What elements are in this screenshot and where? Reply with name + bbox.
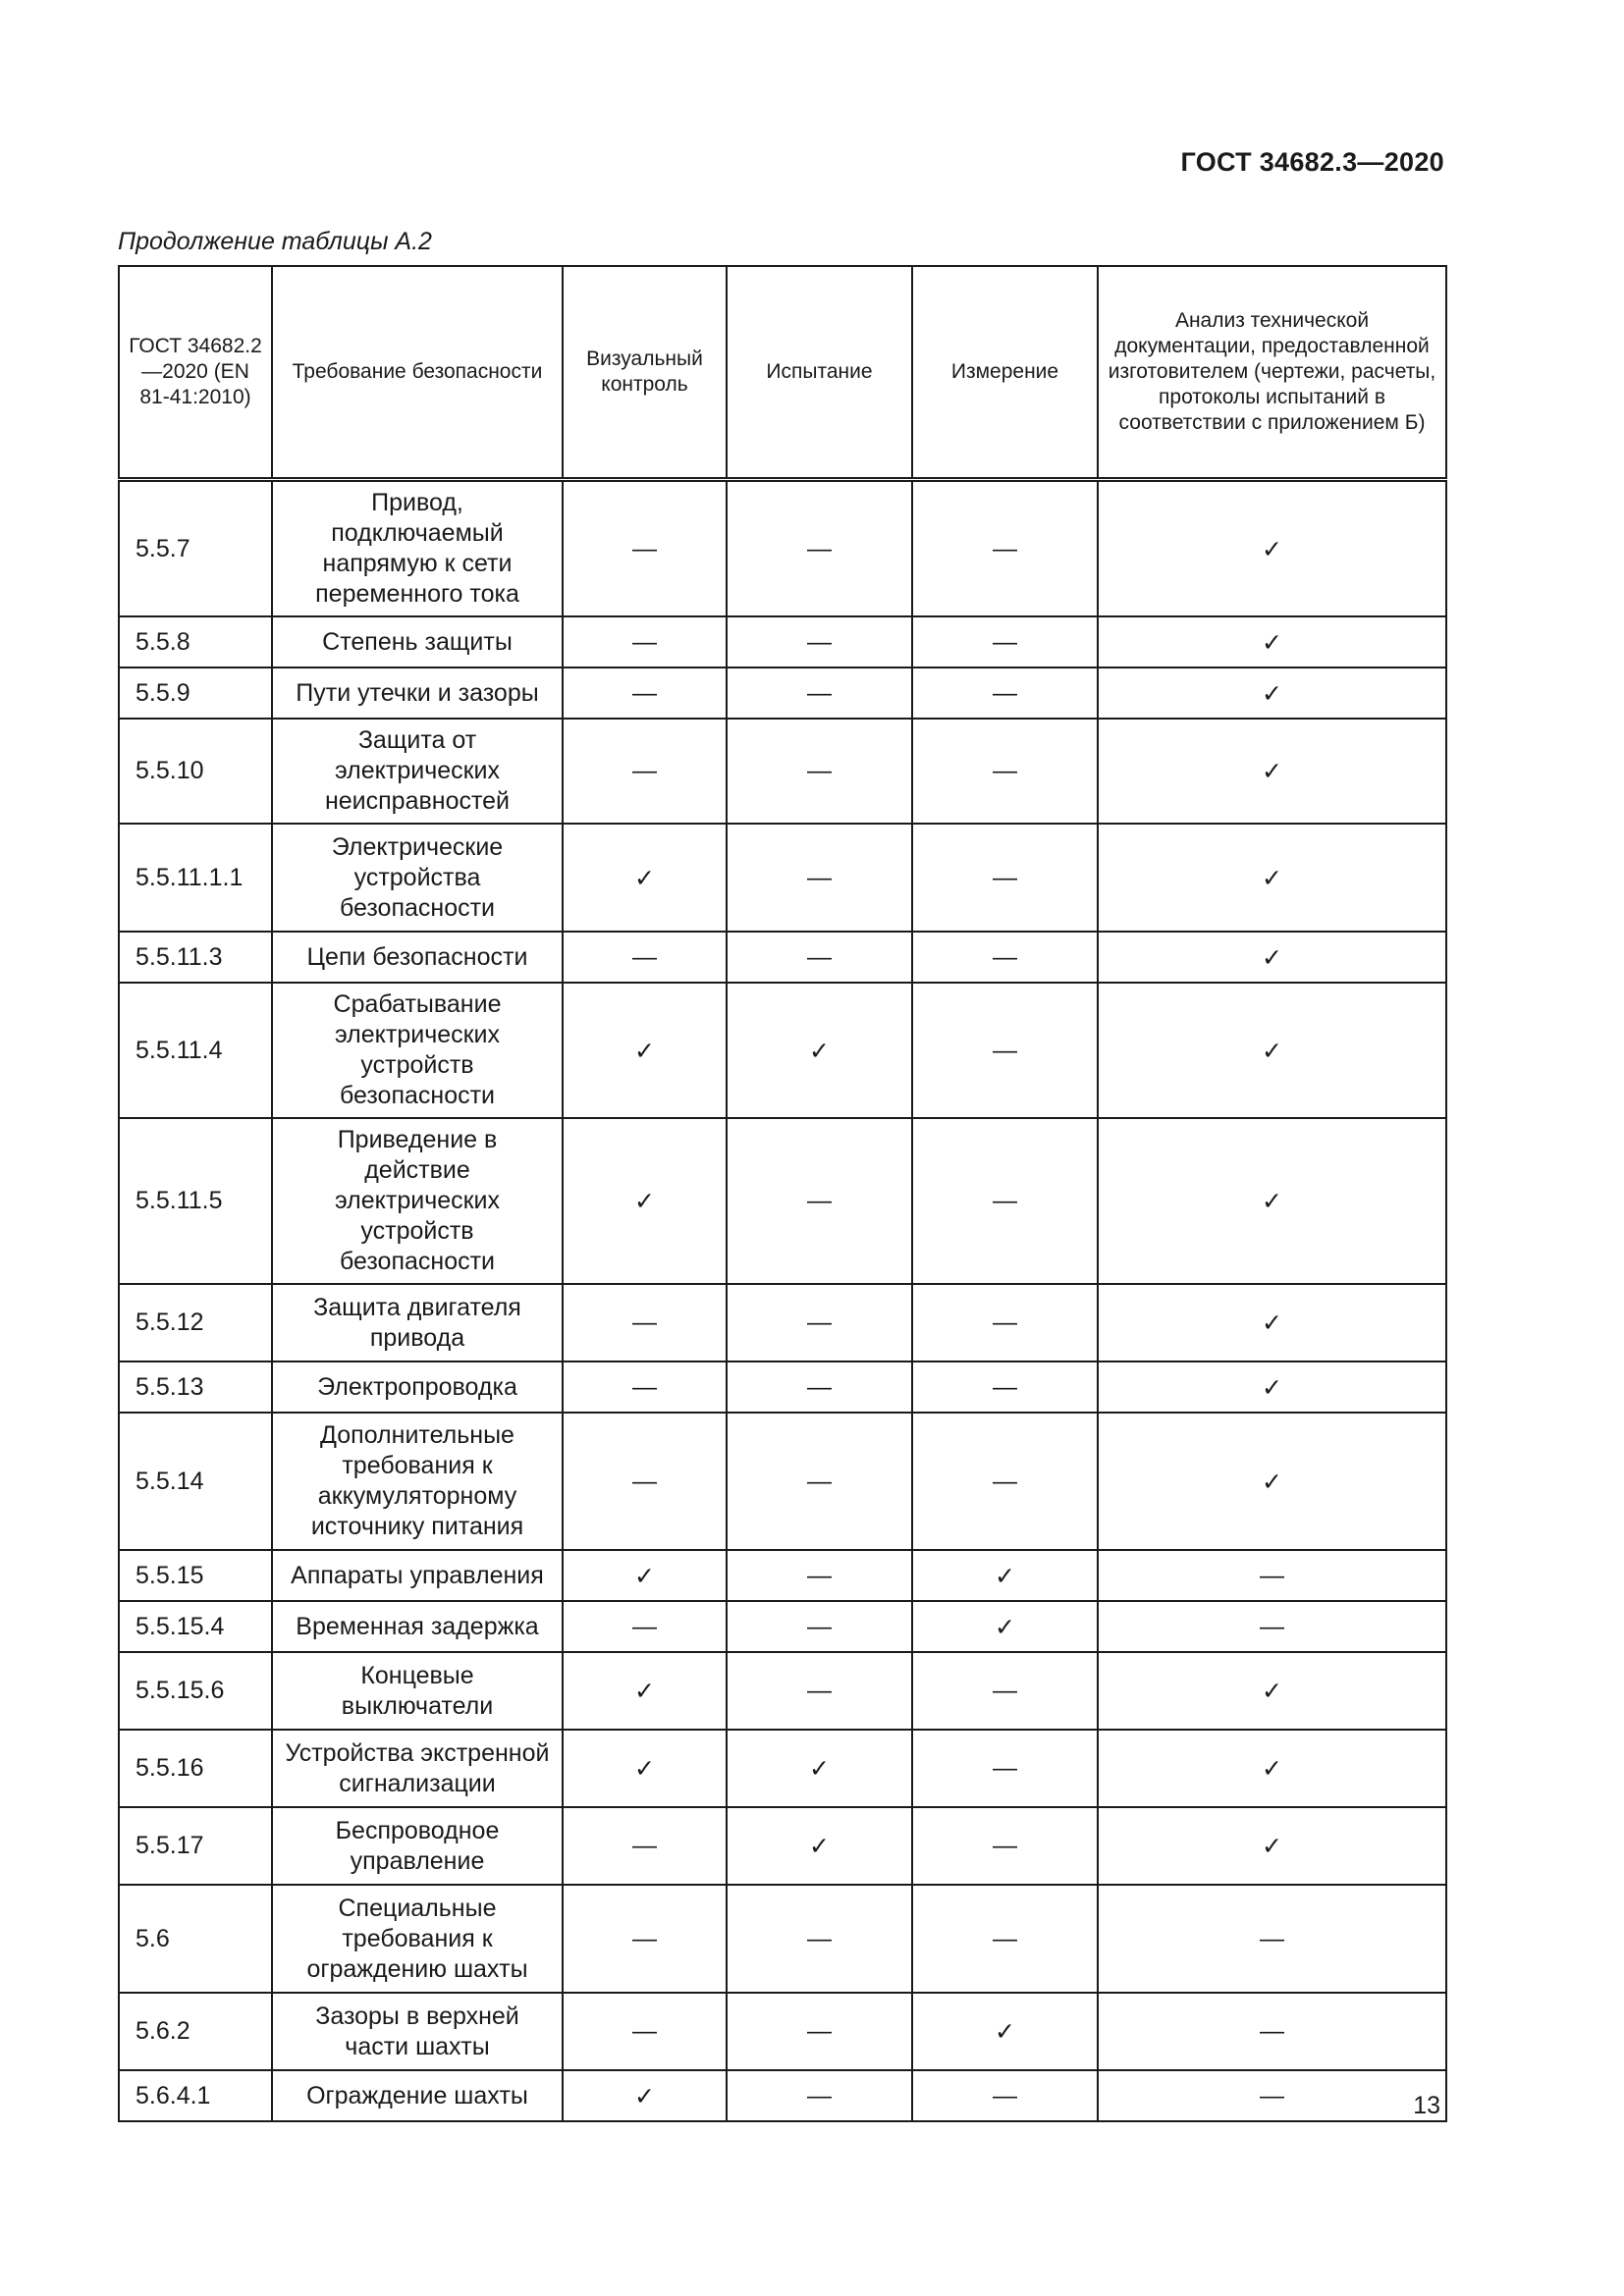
visual-inspection-mark: ✓: [563, 1550, 727, 1601]
clause-cell: 5.5.8: [119, 616, 272, 667]
table-header-row: [119, 266, 1446, 480]
clause-cell: 5.5.15.4: [119, 1601, 272, 1652]
visual-inspection-mark: —: [563, 1284, 727, 1362]
table-row: [119, 1362, 1446, 1413]
table-row: [119, 2070, 1446, 2121]
documentation-analysis-mark: ✓: [1098, 983, 1446, 1118]
clause-cell: 5.5.11.3: [119, 932, 272, 983]
requirement-cell: Электропроводка: [272, 1362, 563, 1413]
visual-inspection-mark: ✓: [563, 983, 727, 1118]
requirement-cell: Срабатывание электрических устройств безопасности: [272, 983, 563, 1118]
visual-inspection-mark: —: [563, 932, 727, 983]
column-header-test: Испытание: [727, 266, 912, 480]
requirement-cell: Защита двигателя привода: [272, 1284, 563, 1362]
requirement-cell: Дополнительные требования к аккумуляторному источнику питания: [272, 1413, 563, 1550]
visual-inspection-mark: ✓: [563, 2070, 727, 2121]
clause-cell: 5.5.11.1.1: [119, 824, 272, 932]
test-mark: ✓: [727, 1807, 912, 1885]
visual-inspection-mark: —: [563, 1807, 727, 1885]
clause-cell: 5.5.10: [119, 719, 272, 824]
visual-inspection-mark: —: [563, 480, 727, 617]
visual-inspection-mark: —: [563, 1362, 727, 1413]
requirement-cell: Электрические устройства безопасности: [272, 824, 563, 932]
table-row: [119, 1601, 1446, 1652]
column-header-documentation-analysis: Анализ технической документации, предоставленной изготовителем (чертежи, расчеты, протоколы испытаний в соответствии с приложением Б): [1098, 266, 1446, 480]
measurement-mark: —: [912, 719, 1098, 824]
requirement-cell: Пути утечки и зазоры: [272, 667, 563, 719]
documentation-analysis-mark: —: [1098, 1550, 1446, 1601]
column-header-visual-inspection: Визуальный контроль: [563, 266, 727, 480]
documentation-analysis-mark: ✓: [1098, 1807, 1446, 1885]
column-header-safety-requirement: Требование безопасности: [272, 266, 563, 480]
measurement-mark: —: [912, 1885, 1098, 1993]
measurement-mark: ✓: [912, 1601, 1098, 1652]
clause-cell: 5.5.11.5: [119, 1118, 272, 1284]
test-mark: —: [727, 1885, 912, 1993]
table-row: [119, 1807, 1446, 1885]
table-row: [119, 1118, 1446, 1284]
table-row: [119, 1730, 1446, 1807]
clause-cell: 5.5.9: [119, 667, 272, 719]
test-mark: ✓: [727, 1730, 912, 1807]
measurement-mark: —: [912, 1284, 1098, 1362]
table-row: [119, 1550, 1446, 1601]
requirement-cell: Зазоры в верхней части шахты: [272, 1993, 563, 2070]
clause-cell: 5.5.13: [119, 1362, 272, 1413]
test-mark: —: [727, 667, 912, 719]
document-code: ГОСТ 34682.3—2020: [1180, 147, 1444, 177]
measurement-mark: —: [912, 2070, 1098, 2121]
table-row: [119, 1652, 1446, 1730]
table-row: [119, 1284, 1446, 1362]
requirement-cell: Временная задержка: [272, 1601, 563, 1652]
measurement-mark: —: [912, 1118, 1098, 1284]
measurement-mark: —: [912, 480, 1098, 617]
requirements-table: [118, 265, 1447, 2122]
test-mark: —: [727, 1652, 912, 1730]
documentation-analysis-mark: ✓: [1098, 824, 1446, 932]
requirement-cell: Приведение в действие электрических устройств безопасности: [272, 1118, 563, 1284]
visual-inspection-mark: —: [563, 1885, 727, 1993]
visual-inspection-mark: —: [563, 1601, 727, 1652]
clause-cell: 5.6.2: [119, 1993, 272, 2070]
clause-cell: 5.6.4.1: [119, 2070, 272, 2121]
measurement-mark: —: [912, 983, 1098, 1118]
requirement-cell: Устройства экстренной сигнализации: [272, 1730, 563, 1807]
table-row: [119, 932, 1446, 983]
test-mark: —: [727, 932, 912, 983]
clause-cell: 5.5.17: [119, 1807, 272, 1885]
visual-inspection-mark: —: [563, 616, 727, 667]
documentation-analysis-mark: ✓: [1098, 1413, 1446, 1550]
documentation-analysis-mark: ✓: [1098, 667, 1446, 719]
clause-cell: 5.5.14: [119, 1413, 272, 1550]
column-header-measurement: Измерение: [912, 266, 1098, 480]
requirement-cell: Защита от электрических неисправностей: [272, 719, 563, 824]
table-row: [119, 824, 1446, 932]
clause-cell: 5.5.7: [119, 480, 272, 617]
documentation-analysis-mark: ✓: [1098, 932, 1446, 983]
test-mark: —: [727, 1362, 912, 1413]
measurement-mark: —: [912, 1362, 1098, 1413]
test-mark: —: [727, 1284, 912, 1362]
documentation-analysis-mark: ✓: [1098, 1730, 1446, 1807]
column-header-standard-clause: ГОСТ 34682.2—2020 (EN 81-41:2010): [119, 266, 272, 480]
visual-inspection-mark: —: [563, 719, 727, 824]
table-row: [119, 480, 1446, 617]
table-row: [119, 616, 1446, 667]
requirement-cell: Привод, подключаемый напрямую к сети переменного тока: [272, 480, 563, 617]
documentation-analysis-mark: —: [1098, 1601, 1446, 1652]
requirement-cell: Концевые выключатели: [272, 1652, 563, 1730]
documentation-analysis-mark: ✓: [1098, 719, 1446, 824]
documentation-analysis-mark: ✓: [1098, 616, 1446, 667]
clause-cell: 5.5.11.4: [119, 983, 272, 1118]
test-mark: —: [727, 719, 912, 824]
requirement-cell: Ограждение шахты: [272, 2070, 563, 2121]
visual-inspection-mark: ✓: [563, 1730, 727, 1807]
table-row: [119, 983, 1446, 1118]
clause-cell: 5.5.15.6: [119, 1652, 272, 1730]
measurement-mark: ✓: [912, 1993, 1098, 2070]
measurement-mark: —: [912, 824, 1098, 932]
test-mark: —: [727, 2070, 912, 2121]
requirement-cell: Степень защиты: [272, 616, 563, 667]
clause-cell: 5.5.12: [119, 1284, 272, 1362]
measurement-mark: —: [912, 1807, 1098, 1885]
measurement-mark: —: [912, 667, 1098, 719]
table-row: [119, 719, 1446, 824]
visual-inspection-mark: —: [563, 667, 727, 719]
table-row: [119, 1885, 1446, 1993]
measurement-mark: —: [912, 1652, 1098, 1730]
documentation-analysis-mark: ✓: [1098, 1652, 1446, 1730]
test-mark: —: [727, 480, 912, 617]
test-mark: —: [727, 1118, 912, 1284]
requirement-cell: Цепи безопасности: [272, 932, 563, 983]
page-number: 13: [1413, 2092, 1440, 2119]
documentation-analysis-mark: ✓: [1098, 1362, 1446, 1413]
table-row: [119, 1993, 1446, 2070]
table-row: [119, 1413, 1446, 1550]
documentation-analysis-mark: ✓: [1098, 1118, 1446, 1284]
measurement-mark: —: [912, 1730, 1098, 1807]
table-caption: Продолжение таблицы А.2: [118, 228, 432, 255]
test-mark: ✓: [727, 983, 912, 1118]
requirement-cell: Специальные требования к ограждению шахты: [272, 1885, 563, 1993]
test-mark: —: [727, 616, 912, 667]
clause-cell: 5.5.15: [119, 1550, 272, 1601]
table-row: [119, 667, 1446, 719]
visual-inspection-mark: ✓: [563, 824, 727, 932]
measurement-mark: —: [912, 932, 1098, 983]
documentation-analysis-mark: —: [1098, 2070, 1446, 2121]
clause-cell: 5.6: [119, 1885, 272, 1993]
requirement-cell: Беспроводное управление: [272, 1807, 563, 1885]
test-mark: —: [727, 1993, 912, 2070]
test-mark: —: [727, 824, 912, 932]
visual-inspection-mark: —: [563, 1413, 727, 1550]
visual-inspection-mark: ✓: [563, 1652, 727, 1730]
measurement-mark: —: [912, 616, 1098, 667]
documentation-analysis-mark: —: [1098, 1885, 1446, 1993]
documentation-analysis-mark: ✓: [1098, 1284, 1446, 1362]
measurement-mark: —: [912, 1413, 1098, 1550]
clause-cell: 5.5.16: [119, 1730, 272, 1807]
measurement-mark: ✓: [912, 1550, 1098, 1601]
test-mark: —: [727, 1601, 912, 1652]
visual-inspection-mark: ✓: [563, 1118, 727, 1284]
documentation-analysis-mark: —: [1098, 1993, 1446, 2070]
test-mark: —: [727, 1550, 912, 1601]
visual-inspection-mark: —: [563, 1993, 727, 2070]
documentation-analysis-mark: ✓: [1098, 480, 1446, 617]
requirement-cell: Аппараты управления: [272, 1550, 563, 1601]
test-mark: —: [727, 1413, 912, 1550]
